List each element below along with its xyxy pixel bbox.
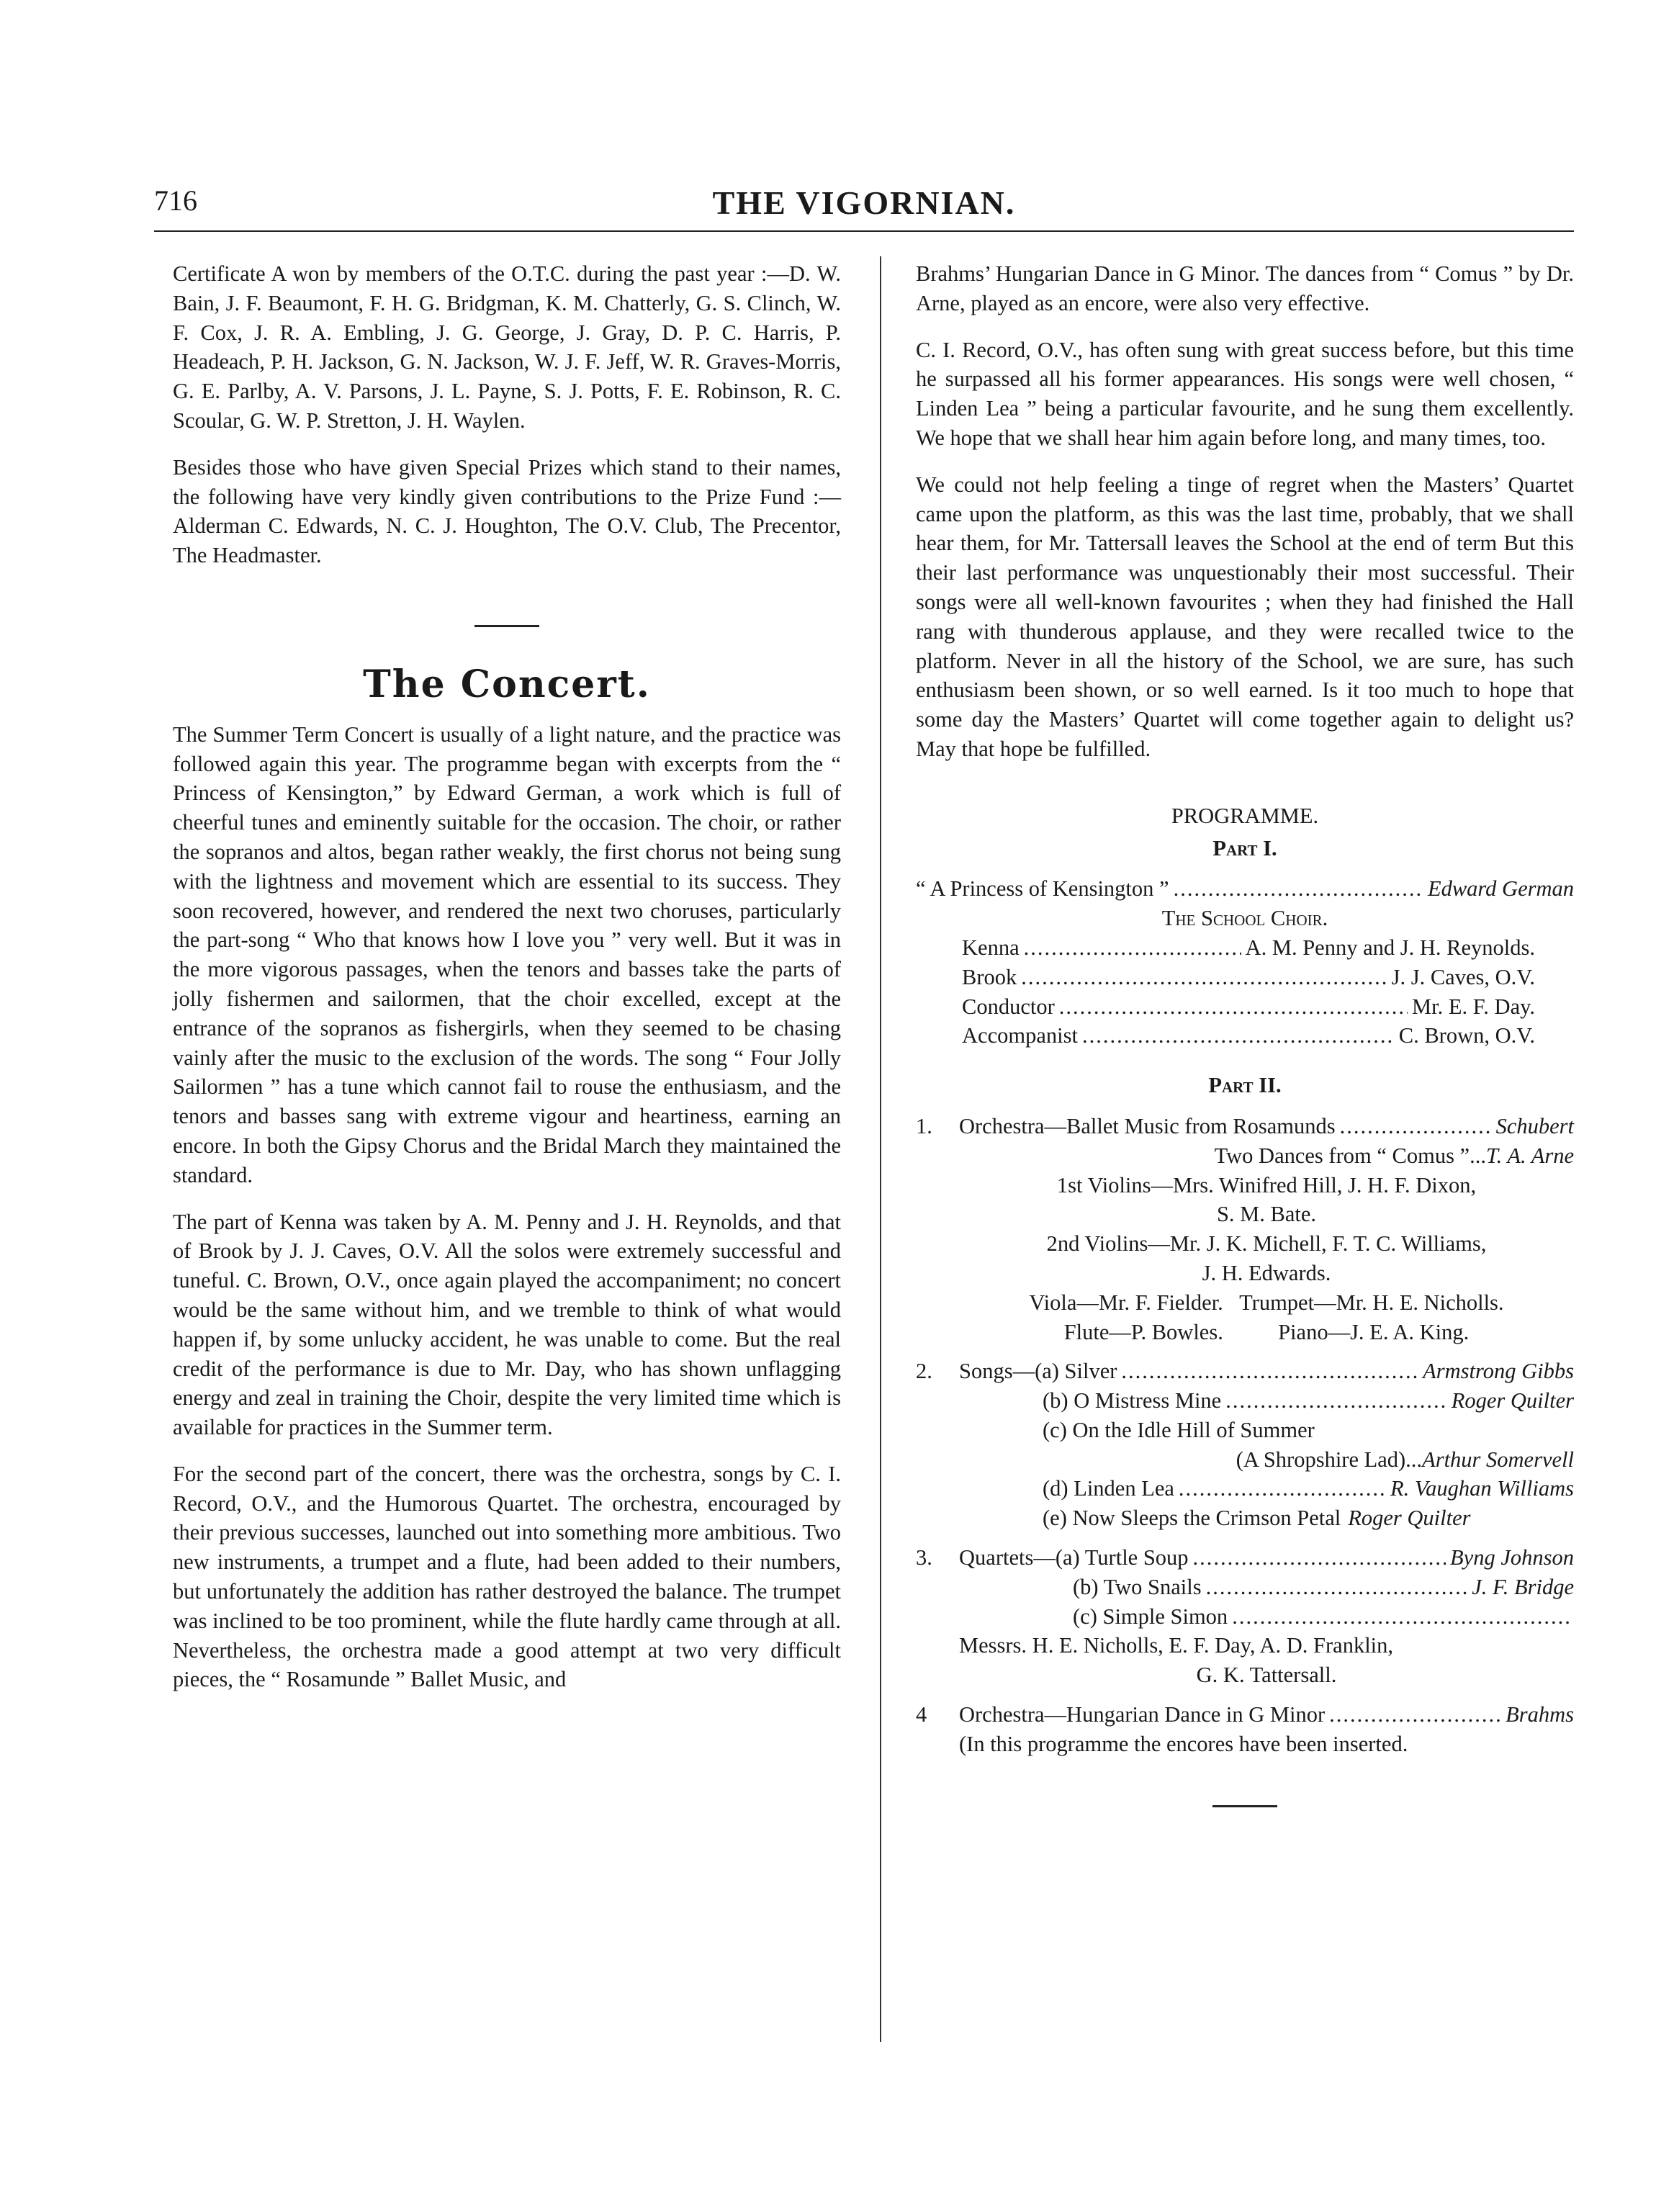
song-composer: Roger Quilter	[1348, 1506, 1471, 1531]
item-composer: T. A. Arne	[1485, 1143, 1574, 1168]
song-row	[1043, 1386, 1574, 1416]
song-row	[1043, 1416, 1574, 1445]
role-row	[962, 992, 1535, 1022]
leader-dots	[1193, 1543, 1446, 1573]
song-subtitle: (A Shropshire Lad)...	[1236, 1447, 1423, 1472]
role-name: Kenna	[962, 935, 1020, 960]
song-title: (c) On the Idle Hill of Summer	[1043, 1417, 1315, 1442]
quartet-title: (c) Simple Simon	[1073, 1604, 1228, 1629]
first-violins-cont: S. M. Bate.	[1216, 1202, 1317, 1227]
role-name: Brook	[962, 964, 1017, 989]
leader-dots	[1021, 963, 1387, 992]
certificate-paragraph: Certificate A won by members of the O.T.C. during the past year :—D. W. Bain, J. F. Beaumont, F. H. G. Bridgman, K. M. Chatterly, G. S. Clinch, W. F. Cox, J. R. A. Embling, J. G. George, J. Gray, D. P. C. Harris, P. Headeach, P. H. Jackson, G. N. Jackson, W. J. F. Jeff, W. R. Graves-Morris, G. E. Parlby, A. V. Parsons, J. L. Payne, S. J. Potts, F. E. Robinson, R. C. Scoular, G. W. P. Stretton, J. H. Waylen.	[173, 261, 841, 433]
quartet-row	[959, 1543, 1574, 1573]
end-divider	[1212, 1805, 1277, 1807]
second-violins-cont: J. H. Edwards.	[1202, 1260, 1331, 1285]
role-row	[962, 1021, 1535, 1051]
part-1-work	[916, 874, 1574, 904]
concert-paragraph-6: We could not help feeling a tinge of regret when the Masters’ Quartet came upon the platform, as this was the last time, probably, that we shall hear them, for Mr. Tattersall leaves the School at the end of term But this their last performance was unquestionably their most successful. Their songs were all well-known favourites ; when they had finished the Hall rang with thunderous applause, and they were recalled twice to the platform. Never in all the history of the School, we are sure, has such enthusiasm been shown, or so well earned. Is it too much to hope that some day the Masters’ Quartet will come together again to delight us? May that hope be fulfilled.	[916, 472, 1574, 761]
section-divider	[474, 625, 539, 627]
song-title: (e) Now Sleeps the Crimson Petal	[1043, 1506, 1341, 1531]
item-number: 2.	[916, 1359, 932, 1384]
programme-item-2	[916, 1357, 1574, 1533]
concert-paragraph-4: Brahms’ Hungarian Dance in G Minor. The dances from “ Comus ” by Dr. Arne, played as an encore, were also very effective.	[916, 261, 1574, 315]
first-violins: 1st Violins—Mrs. Winifred Hill, J. H. F. Dixon,	[1056, 1172, 1477, 1197]
leader-dots	[1024, 933, 1241, 963]
role-performer: J. J. Caves, O.V.	[1391, 964, 1535, 989]
right-column	[916, 259, 1574, 1807]
programme-item-1	[916, 1112, 1574, 1346]
role-name: Accompanist	[962, 1023, 1078, 1048]
item-number: 1.	[916, 1113, 932, 1138]
roles-list	[962, 933, 1535, 1051]
song-row	[1043, 1503, 1574, 1533]
item-work: Two Dances from “ Comus ”...	[1214, 1143, 1486, 1168]
page-number: 716	[154, 184, 197, 217]
leader-dots	[1179, 1474, 1386, 1503]
role-performer: A. M. Penny and J. H. Reynolds.	[1245, 935, 1535, 960]
concert-paragraph-1: The Summer Term Concert is usually of a light nature, and the practice was followed again this year. The programme began with excerpts from the “ Princess of Kensington,” by Edward German, a work which is full of cheerful tunes and eminently suitable for the occasion. The choir, or rather the sopranos and altos, began rather weakly, the first chorus not being sung with the lightness and movement which are essential to its success. They soon recovered, however, and rendered the next two choruses, particularly the part-song “ Who that knows how I love you ” very well. But it was in the more vigorous passages, when the tenors and basses take the parts of jolly fishermen and sailormen, that the choir excelled, except at the entrance of the sopranos as fishergirls, when they seemed to be chasing vainly after the music to the exclusion of the words. The song “ Four Jolly Sailormen ” has a tune which cannot fail to rouse the enthusiasm, and the tenors and basses sang with extreme vigour and heartiness, earning an encore. In both the Gipsy Chorus and the Bridal March they maintained the standard.	[173, 721, 841, 1187]
leader-dots	[1340, 1112, 1492, 1141]
quartet-row	[1073, 1573, 1574, 1602]
part-1-label: Part I.	[1212, 835, 1277, 860]
role-name: Conductor	[962, 994, 1055, 1019]
section-title: The Concert.	[363, 662, 651, 706]
viola-trumpet: Viola—Mr. F. Fielder. Trumpet—Mr. H. E. Nicholls.	[1029, 1290, 1504, 1315]
leader-dots	[1232, 1602, 1570, 1632]
leader-dots	[1225, 1386, 1447, 1416]
concert-paragraph-3: For the second part of the concert, there was the orchestra, songs by C. I. Record, O.V., and the Humorous Quartet. The orchestra, encouraged by their previous successes, launched out into something more ambitious. Two new instruments, a trumpet and a flute, had been added to their numbers, but unfortunately the addition has rather destroyed the balance. The trumpet was inclined to be too prominent, while the flute hardly came through at all. Nevertheless, the orchestra made a good attempt at two very difficult pieces, the “ Rosamunde ” Ballet Music, and	[173, 1461, 841, 1692]
programme-item-3	[916, 1543, 1574, 1690]
leader-dots	[1206, 1573, 1468, 1602]
page-header	[154, 184, 1574, 227]
song-composer: Arthur Somervell	[1422, 1447, 1574, 1472]
choir-name: The School Choir.	[1161, 906, 1328, 931]
header-rule	[154, 230, 1574, 232]
programme-title: PROGRAMME.	[1171, 803, 1319, 828]
role-row	[962, 933, 1535, 963]
second-violins: 2nd Violins—Mr. J. K. Michell, F. T. C. Williams,	[1046, 1231, 1487, 1256]
prize-fund-paragraph: Besides those who have given Special Prizes which stand to their names, the following have very kindly given contributions to the Prize Fund :—Alderman C. Edwards, N. C. J. Houghton, The O.V. Club, The Precentor, The Headmaster.	[173, 454, 841, 568]
quartet-performers: Messrs. H. E. Nicholls, E. F. Day, A. D. Franklin,	[959, 1633, 1394, 1658]
role-performer: C. Brown, O.V.	[1398, 1023, 1535, 1048]
item-composer: Schubert	[1495, 1113, 1574, 1138]
role-row	[962, 963, 1535, 992]
column-divider	[880, 256, 881, 2042]
song-composer: Armstrong Gibbs	[1423, 1359, 1574, 1384]
song-row	[959, 1445, 1574, 1475]
song-title: Songs—(a) Silver	[959, 1359, 1117, 1384]
quartet-title: (b) Two Snails	[1073, 1574, 1202, 1599]
song-title: (d) Linden Lea	[1043, 1476, 1174, 1501]
programme-item-4	[916, 1700, 1574, 1759]
leader-dots	[1059, 992, 1408, 1022]
quartet-row	[1073, 1602, 1574, 1632]
encore-note: (In this programme the encores have been inserted.	[959, 1731, 1408, 1756]
quartet-composer: Byng Johnson	[1450, 1545, 1574, 1570]
item-number: 4	[916, 1702, 927, 1727]
item-line	[959, 1700, 1574, 1730]
song-composer: R. Vaughan Williams	[1390, 1476, 1574, 1501]
quartet-title: Quartets—(a) Turtle Soup	[959, 1545, 1189, 1570]
song-row	[1043, 1474, 1574, 1503]
song-composer: Roger Quilter	[1451, 1388, 1574, 1413]
flute-piano: Flute—P. Bowles. Piano—J. E. A. King.	[1063, 1319, 1470, 1344]
leader-dots	[1174, 874, 1423, 904]
item-line	[959, 1141, 1574, 1171]
leader-dots	[1082, 1021, 1395, 1051]
item-work: Orchestra—Hungarian Dance in G Minor	[959, 1702, 1326, 1727]
quartet-performers-cont: G. K. Tattersall.	[1196, 1663, 1337, 1688]
item-number: 3.	[916, 1545, 932, 1570]
item-composer: Brahms	[1506, 1702, 1574, 1727]
song-row	[959, 1357, 1574, 1386]
work-title: “ A Princess of Kensington ”	[916, 876, 1169, 902]
left-column	[173, 259, 841, 1712]
item-line	[959, 1112, 1574, 1141]
concert-paragraph-2: The part of Kenna was taken by A. M. Penny and J. H. Reynolds, and that of Brook by J. J. Caves, O.V. All the solos were extremely successful and tuneful. C. Brown, O.V., once again played the accompaniment; no concert would be the same without him, and we tremble to think of what would happen if, by some unlucky accident, he was unable to come. But the real credit of the performance is due to Mr. Day, who has shown unflagging energy and zeal in training the Choir, despite the very limited time which is available for practices in the Summer term.	[173, 1209, 841, 1440]
running-title: THE VIGORNIAN.	[712, 184, 1016, 221]
leader-dots	[1121, 1357, 1418, 1386]
concert-paragraph-5: C. I. Record, O.V., has often sung with great success before, but this time he surpassed all his former appearances. His songs were well chosen, “ Linden Lea ” being a particular favourite, and he sung them excellently. We hope that we shall hear him again before long, and many times, too.	[916, 337, 1574, 450]
leader-dots	[1329, 1700, 1501, 1730]
work-composer: Edward German	[1427, 876, 1574, 902]
song-title: (b) O Mistress Mine	[1043, 1388, 1222, 1413]
part-2-label: Part II.	[1208, 1073, 1282, 1098]
quartet-composer: J. F. Bridge	[1472, 1574, 1574, 1599]
item-work: Orchestra—Ballet Music from Rosamunds	[959, 1113, 1336, 1138]
role-performer: Mr. E. F. Day.	[1412, 994, 1535, 1019]
